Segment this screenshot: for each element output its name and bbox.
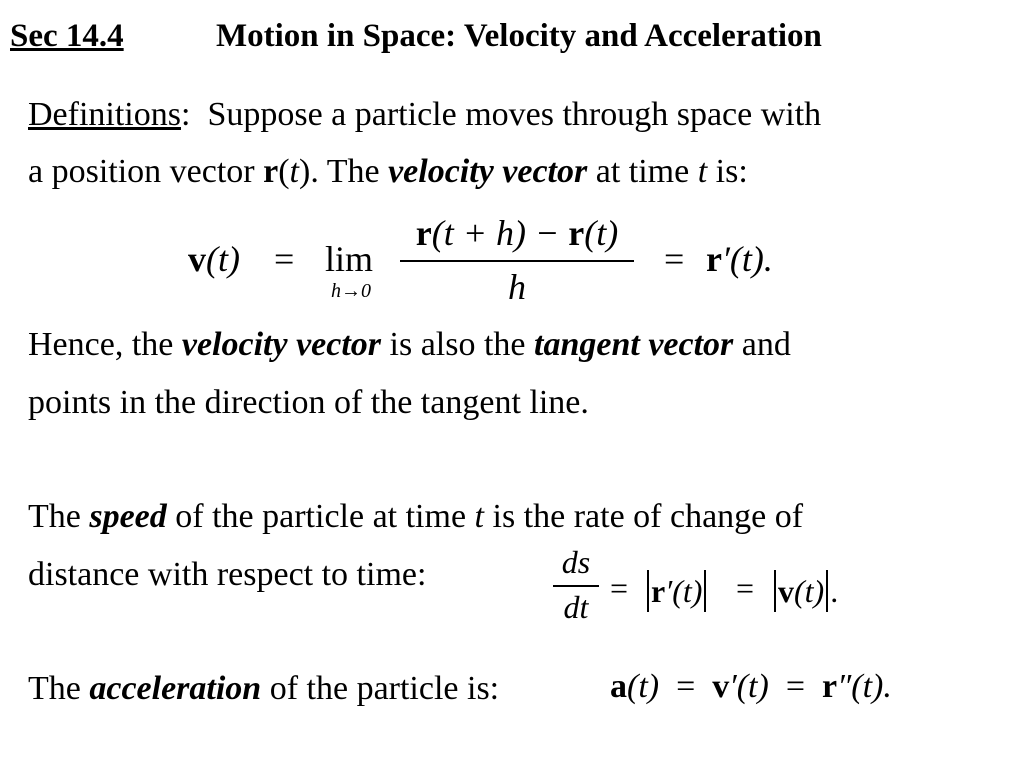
velocity-vector-term: velocity vector: [388, 153, 588, 190]
limit-subscript: h→0: [331, 280, 371, 302]
ds-dt-fraction: ds dt: [553, 544, 599, 626]
section-label: Sec 14.4: [10, 18, 124, 54]
fraction-bar: [400, 260, 634, 262]
limit-operator: lim: [325, 239, 374, 279]
definitions-line-2: a position vector r(t). The velocity vector at time t is:: [28, 153, 748, 190]
difference-quotient-denominator: h: [508, 267, 526, 307]
speed-r-prime-norm: r′(t): [645, 570, 708, 612]
tangent-vector-term: tangent vector: [534, 326, 734, 363]
equals-sign: =: [274, 239, 295, 279]
page-title: Motion in Space: Velocity and Acceleration: [216, 18, 822, 54]
definitions-line-1: Definitions: Suppose a particle moves through space with: [28, 96, 822, 133]
speed-term: speed: [89, 498, 167, 535]
tangent-line-2: points in the direction of the tangent line.: [28, 384, 589, 421]
speed-line-1: The speed of the particle at time t is the rate of change of: [28, 498, 804, 535]
equals-sign: =: [664, 239, 685, 279]
definitions-label: Definitions: [28, 96, 181, 133]
velocity-lhs: v(t): [188, 239, 240, 279]
speed-line-2: distance with respect to time:: [28, 556, 427, 593]
difference-quotient: [400, 212, 634, 308]
acceleration-term: acceleration: [89, 670, 262, 707]
section-number: [10, 18, 124, 55]
acceleration-formula: a(t) = v′(t) = r″(t).: [610, 668, 892, 705]
tangent-line-1: Hence, the velocity vector is also the tangent vector and: [28, 326, 791, 363]
velocity-rhs: r′(t).: [706, 239, 773, 279]
acceleration-line: The acceleration of the particle is:: [28, 670, 500, 707]
difference-quotient-numerator: r(t + h) − r(t): [415, 213, 619, 253]
speed-v-norm: v(t) .: [772, 570, 838, 612]
